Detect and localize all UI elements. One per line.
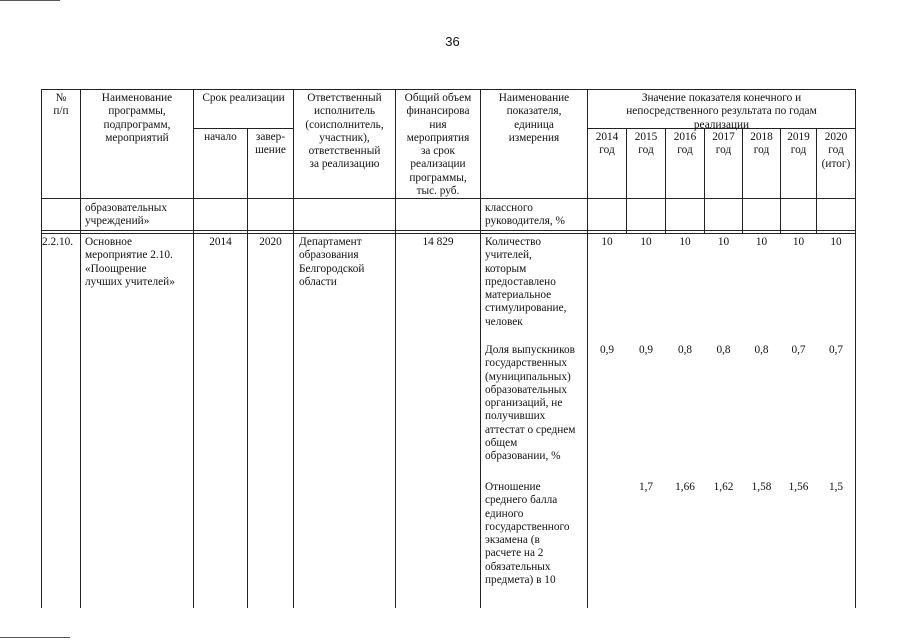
page-number: 36 (445, 34, 460, 49)
header-values-title: Значение показателя конечного и непосредственного результата по годам реализации (626, 92, 817, 131)
table-border-left (41, 89, 42, 608)
row-end: 2020 (259, 236, 282, 248)
header-program-name: Наименование программы, подпрограмм, мероприятий (101, 92, 173, 144)
header-period-end: завер- шение (255, 131, 286, 157)
indicator-value: 1,58 (751, 481, 772, 493)
col-divider (480, 89, 481, 608)
indicator-value: 10 (830, 236, 842, 248)
table-border-top (41, 89, 856, 90)
header-indicator: Наименование показателя, единица измерения (498, 92, 570, 144)
header-period-start: начало (204, 131, 237, 143)
indicator-value: 1,66 (675, 481, 695, 493)
header-year: 2019 год (787, 131, 810, 157)
indicator-value: 1,5 (828, 481, 844, 493)
col-divider (247, 128, 248, 608)
row-program-name: Основное мероприятие 2.10. «Поощрение лучших учителей» (85, 236, 175, 288)
indicator-value: 0,8 (716, 344, 731, 356)
row-num: 2.2.10. (42, 236, 74, 248)
header-year: 2018 год (750, 131, 773, 157)
row-divider (41, 233, 856, 234)
header-num: № п/п (53, 92, 69, 118)
col-divider (193, 89, 194, 608)
table-border-right (855, 89, 856, 608)
continuation-program-name: образовательных учреждений» (85, 202, 168, 228)
indicator-name: Отношение среднего балла единого государственного экзамена (в расчете на 2 обязательных предмета) в 10 (485, 481, 570, 587)
header-responsible: Ответственный исполнитель (соисполнитель, участник), ответственный за реализацию (305, 92, 384, 171)
row-start: 2014 (209, 236, 232, 248)
period-subheader-line (193, 128, 294, 129)
col-divider (80, 89, 81, 608)
header-funding: Общий объем финансирова ния мероприятия за срок реализации программы, тыс. руб. (404, 92, 472, 198)
indicator-value: 1,62 (713, 481, 734, 493)
header-year: 2016 год (673, 131, 697, 157)
indicator-value: 10 (601, 236, 613, 248)
indicator-name: Доля выпускников государственных (муниципальных) образовательных организаций, не получивших аттестат о среднем общем образовании, % (485, 344, 576, 463)
indicator-value: 0,8 (677, 344, 693, 356)
row-divider (41, 230, 856, 231)
indicator-name: Количество учителей, которым предоставлено материальное стимулирование, человек (485, 236, 567, 328)
indicator-value: 10 (792, 236, 805, 248)
indicator-value: 0,9 (638, 344, 654, 356)
indicator-value: 1,56 (788, 481, 809, 493)
header-year: 2017 год (712, 131, 735, 157)
row-funding: 14 829 (422, 236, 454, 248)
indicator-value: 0,7 (828, 344, 844, 356)
indicator-value: 0,8 (754, 344, 769, 356)
indicator-value: 0,7 (791, 344, 806, 356)
indicator-value: 10 (717, 236, 730, 248)
header-period: Срок реализации (202, 92, 285, 104)
header-year: 2015 год (634, 131, 658, 157)
header-year: 2014 год (595, 131, 619, 157)
row-responsible: Департамент образования Белгородской области (299, 236, 365, 288)
indicator-value: 0,9 (599, 344, 615, 356)
indicator-value: 10 (679, 236, 691, 248)
indicator-value: 10 (640, 236, 652, 248)
indicator-value: 1,7 (638, 481, 654, 493)
header-year: 2020 год (итог) (821, 131, 851, 170)
indicator-value: 10 (755, 236, 768, 248)
continuation-indicator: классного руководителя, % (485, 202, 565, 228)
